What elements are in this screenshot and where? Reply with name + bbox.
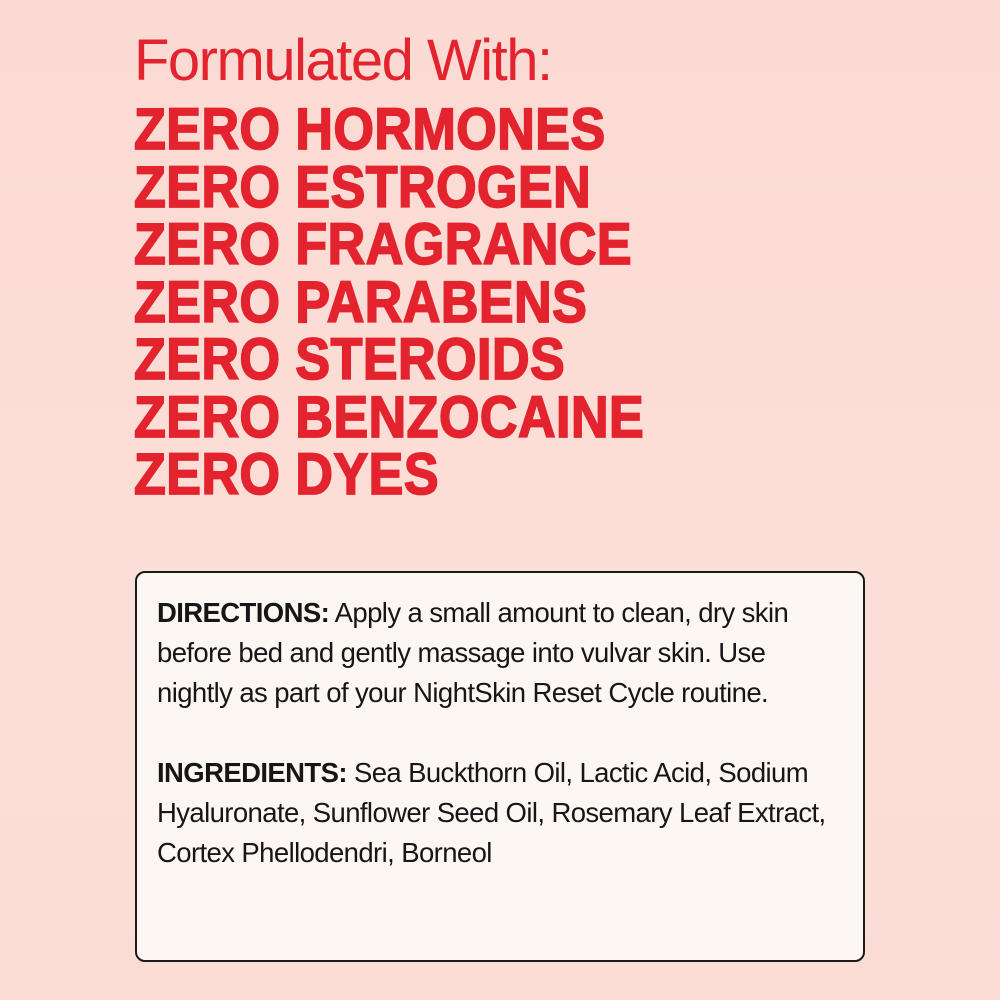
claim-item: ZERO HORMONES xyxy=(134,97,606,163)
ingredients-label: INGREDIENTS: xyxy=(157,757,347,788)
claim-item: ZERO ESTROGEN xyxy=(134,154,592,220)
claim-item: ZERO PARABENS xyxy=(134,269,588,335)
claims-list xyxy=(134,97,645,508)
directions-label: DIRECTIONS: xyxy=(157,597,330,628)
ingredients-text: Sea Buckthorn Oil, Lactic Acid, Sodium Hyaluronate, Sunflower Seed Oil, Rosemary Leaf Extract, Cortex Phellodendri, Borneol xyxy=(157,757,826,868)
ingredients-paragraph xyxy=(157,753,843,873)
claim-item: ZERO STEROIDS xyxy=(134,327,566,393)
claim-item: ZERO FRAGRANCE xyxy=(134,212,633,278)
directions-text: Apply a small amount to clean, dry skin before bed and gently massage into vulvar skin. Use nightly as part of your NightSkin Reset Cycle routine. xyxy=(157,597,789,708)
directions-paragraph xyxy=(157,593,843,713)
directions-ingredients-box xyxy=(135,571,865,962)
claim-item: ZERO DYES xyxy=(134,442,439,508)
heading: Formulated With: xyxy=(134,28,552,93)
claim-item: ZERO BENZOCAINE xyxy=(134,384,645,450)
